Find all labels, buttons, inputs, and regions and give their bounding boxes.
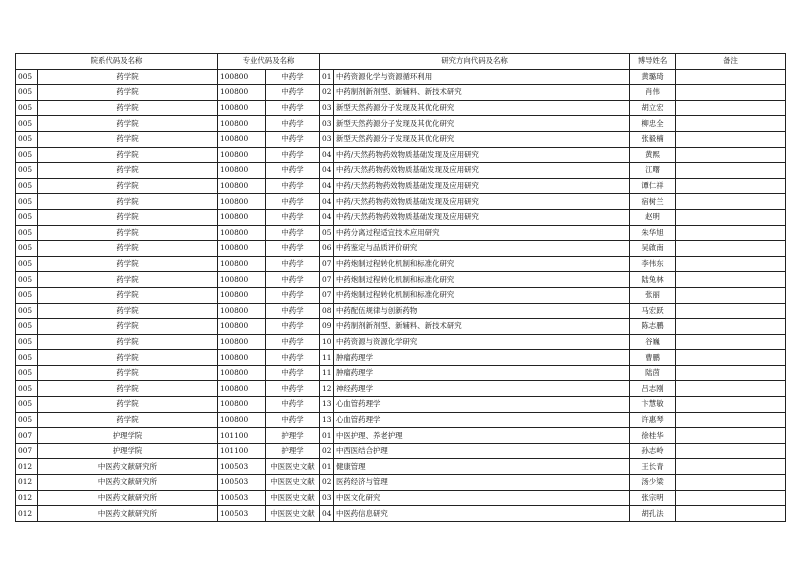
dept-code-cell: 005 — [16, 131, 38, 147]
dept-code-cell: 005 — [16, 194, 38, 210]
direction-name-cell: 中药制剂新剂型、新辅料、新技术研究 — [334, 319, 630, 335]
table-row — [16, 459, 786, 475]
dept-name-cell: 药学院 — [38, 397, 218, 413]
dept-name-cell: 药学院 — [38, 163, 218, 179]
dept-code-cell: 005 — [16, 178, 38, 194]
dept-name-cell: 药学院 — [38, 412, 218, 428]
major-code-cell: 100800 — [218, 241, 266, 257]
dept-name-cell: 药学院 — [38, 147, 218, 163]
remark-cell — [676, 381, 786, 397]
dept-name-cell: 药学院 — [38, 287, 218, 303]
direction-code-cell: 02 — [320, 85, 334, 101]
dept-code-cell: 005 — [16, 100, 38, 116]
remark-cell — [676, 131, 786, 147]
supervisor-cell: 许惠琴 — [630, 412, 676, 428]
major-code-cell: 101100 — [218, 443, 266, 459]
header-dept: 院系代码及名称 — [16, 54, 218, 70]
major-code-cell: 100800 — [218, 397, 266, 413]
remark-cell — [676, 85, 786, 101]
supervisor-cell: 柳忠全 — [630, 116, 676, 132]
remark-cell — [676, 443, 786, 459]
table-row — [16, 443, 786, 459]
supervisor-cell: 谷巍 — [630, 334, 676, 350]
major-name-cell: 中医医史文献 — [266, 506, 320, 522]
direction-code-cell: 04 — [320, 178, 334, 194]
remark-cell — [676, 287, 786, 303]
dept-code-cell: 007 — [16, 443, 38, 459]
dept-code-cell: 005 — [16, 241, 38, 257]
dept-name-cell: 药学院 — [38, 381, 218, 397]
major-code-cell: 100800 — [218, 178, 266, 194]
dept-code-cell: 007 — [16, 428, 38, 444]
direction-code-cell: 03 — [320, 131, 334, 147]
direction-name-cell: 中药/天然药物药效物质基础发现及应用研究 — [334, 209, 630, 225]
dept-code-cell: 005 — [16, 209, 38, 225]
major-code-cell: 100800 — [218, 287, 266, 303]
direction-code-cell: 13 — [320, 412, 334, 428]
table-row — [16, 490, 786, 506]
dept-code-cell: 012 — [16, 459, 38, 475]
direction-name-cell: 中西医结合护理 — [334, 443, 630, 459]
direction-name-cell: 肿瘤药理学 — [334, 350, 630, 366]
remark-cell — [676, 412, 786, 428]
major-name-cell: 中药学 — [266, 397, 320, 413]
remark-cell — [676, 475, 786, 491]
direction-name-cell: 中药鉴定与品质评价研究 — [334, 241, 630, 257]
table-row — [16, 303, 786, 319]
dept-name-cell: 药学院 — [38, 365, 218, 381]
dept-name-cell: 药学院 — [38, 303, 218, 319]
dept-code-cell: 005 — [16, 334, 38, 350]
direction-name-cell: 肿瘤药理学 — [334, 365, 630, 381]
dept-name-cell: 药学院 — [38, 241, 218, 257]
major-code-cell: 100800 — [218, 209, 266, 225]
major-name-cell: 中药学 — [266, 147, 320, 163]
dept-name-cell: 护理学院 — [38, 428, 218, 444]
direction-code-cell: 05 — [320, 225, 334, 241]
remark-cell — [676, 397, 786, 413]
direction-code-cell: 11 — [320, 350, 334, 366]
dept-name-cell: 中医药文献研究所 — [38, 490, 218, 506]
major-name-cell: 中药学 — [266, 319, 320, 335]
direction-code-cell: 09 — [320, 319, 334, 335]
table-row — [16, 350, 786, 366]
major-name-cell: 中药学 — [266, 131, 320, 147]
major-name-cell: 中药学 — [266, 350, 320, 366]
dept-code-cell: 005 — [16, 350, 38, 366]
supervisor-cell: 王长青 — [630, 459, 676, 475]
major-code-cell: 100800 — [218, 412, 266, 428]
table-row — [16, 365, 786, 381]
direction-code-cell: 01 — [320, 428, 334, 444]
direction-name-cell: 心血管药理学 — [334, 412, 630, 428]
table-row — [16, 506, 786, 522]
direction-code-cell: 04 — [320, 209, 334, 225]
direction-name-cell: 医药经济与管理 — [334, 475, 630, 491]
table-row — [16, 209, 786, 225]
supervisor-cell: 谭仁祥 — [630, 178, 676, 194]
major-name-cell: 中药学 — [266, 241, 320, 257]
dept-code-cell: 005 — [16, 69, 38, 85]
direction-code-cell: 07 — [320, 256, 334, 272]
direction-name-cell: 新型天然药源分子发现及其优化研究 — [334, 100, 630, 116]
major-code-cell: 100800 — [218, 381, 266, 397]
major-name-cell: 中药学 — [266, 334, 320, 350]
direction-name-cell: 中药/天然药物药效物质基础发现及应用研究 — [334, 178, 630, 194]
direction-name-cell: 中药炮制过程转化机制和标准化研究 — [334, 272, 630, 288]
dept-name-cell: 药学院 — [38, 100, 218, 116]
direction-name-cell: 中医护理、养老护理 — [334, 428, 630, 444]
direction-name-cell: 中药/天然药物药效物质基础发现及应用研究 — [334, 163, 630, 179]
major-name-cell: 中药学 — [266, 381, 320, 397]
remark-cell — [676, 69, 786, 85]
major-code-cell: 100800 — [218, 147, 266, 163]
direction-code-cell: 06 — [320, 241, 334, 257]
dept-code-cell: 005 — [16, 272, 38, 288]
supervisor-cell: 孙志岭 — [630, 443, 676, 459]
direction-name-cell: 中药资源化学与资源循环利用 — [334, 69, 630, 85]
header-supervisor: 博导姓名 — [630, 54, 676, 70]
direction-code-cell: 10 — [320, 334, 334, 350]
dept-name-cell: 中医药文献研究所 — [38, 475, 218, 491]
supervisor-cell: 李伟东 — [630, 256, 676, 272]
major-name-cell: 中药学 — [266, 85, 320, 101]
major-name-cell: 中药学 — [266, 178, 320, 194]
table-row — [16, 116, 786, 132]
major-code-cell: 100800 — [218, 365, 266, 381]
direction-name-cell: 新型天然药源分子发现及其优化研究 — [334, 131, 630, 147]
major-name-cell: 中药学 — [266, 100, 320, 116]
remark-cell — [676, 209, 786, 225]
table-row — [16, 194, 786, 210]
direction-name-cell: 新型天然药源分子发现及其优化研究 — [334, 116, 630, 132]
supervisor-cell: 曹鹏 — [630, 350, 676, 366]
supervisor-cell: 徐桂华 — [630, 428, 676, 444]
header-direction: 研究方向代码及名称 — [320, 54, 630, 70]
supervisor-cell: 陆兔林 — [630, 272, 676, 288]
direction-name-cell: 神经药理学 — [334, 381, 630, 397]
table-row — [16, 163, 786, 179]
direction-name-cell: 中药/天然药物药效物质基础发现及应用研究 — [334, 147, 630, 163]
direction-code-cell: 04 — [320, 147, 334, 163]
dept-name-cell: 药学院 — [38, 350, 218, 366]
dept-code-cell: 005 — [16, 303, 38, 319]
major-code-cell: 100800 — [218, 116, 266, 132]
dept-code-cell: 005 — [16, 319, 38, 335]
remark-cell — [676, 163, 786, 179]
dept-code-cell: 005 — [16, 397, 38, 413]
dept-name-cell: 药学院 — [38, 225, 218, 241]
remark-cell — [676, 428, 786, 444]
major-name-cell: 中药学 — [266, 194, 320, 210]
direction-code-cell: 08 — [320, 303, 334, 319]
supervisor-cell: 朱华旭 — [630, 225, 676, 241]
supervisor-cell: 胡立宏 — [630, 100, 676, 116]
supervisor-cell: 陈志鹏 — [630, 319, 676, 335]
table-row — [16, 69, 786, 85]
direction-code-cell: 13 — [320, 397, 334, 413]
dept-code-cell: 005 — [16, 365, 38, 381]
table-row — [16, 131, 786, 147]
dept-name-cell: 药学院 — [38, 69, 218, 85]
direction-name-cell: 中医文化研究 — [334, 490, 630, 506]
remark-cell — [676, 459, 786, 475]
supervisor-cell: 张毅楠 — [630, 131, 676, 147]
major-name-cell: 护理学 — [266, 428, 320, 444]
major-name-cell: 中药学 — [266, 412, 320, 428]
header-remark: 备注 — [676, 54, 786, 70]
direction-code-cell: 07 — [320, 287, 334, 303]
table-row — [16, 319, 786, 335]
dept-code-cell: 005 — [16, 256, 38, 272]
major-code-cell: 100503 — [218, 475, 266, 491]
major-name-cell: 中医医史文献 — [266, 459, 320, 475]
dept-name-cell: 药学院 — [38, 209, 218, 225]
dept-name-cell: 中医药文献研究所 — [38, 459, 218, 475]
major-name-cell: 中药学 — [266, 69, 320, 85]
major-name-cell: 护理学 — [266, 443, 320, 459]
remark-cell — [676, 365, 786, 381]
dept-name-cell: 药学院 — [38, 178, 218, 194]
direction-name-cell: 中药炮制过程转化机制和标准化研究 — [334, 287, 630, 303]
table-row — [16, 241, 786, 257]
major-code-cell: 100800 — [218, 256, 266, 272]
major-name-cell: 中药学 — [266, 256, 320, 272]
direction-code-cell: 04 — [320, 194, 334, 210]
supervisor-cell: 马宏跃 — [630, 303, 676, 319]
direction-code-cell: 07 — [320, 272, 334, 288]
supervisor-cell: 黄熙 — [630, 147, 676, 163]
supervisor-cell: 吕志刚 — [630, 381, 676, 397]
major-code-cell: 100503 — [218, 490, 266, 506]
direction-name-cell: 中药制剂新剂型、新辅料、新技术研究 — [334, 85, 630, 101]
header-major: 专业代码及名称 — [218, 54, 320, 70]
supervisor-cell: 卞慧敏 — [630, 397, 676, 413]
major-name-cell: 中药学 — [266, 303, 320, 319]
major-name-cell: 中医医史文献 — [266, 490, 320, 506]
doctoral-supervisor-table — [15, 53, 786, 522]
supervisor-cell: 赵明 — [630, 209, 676, 225]
direction-code-cell: 01 — [320, 69, 334, 85]
major-code-cell: 100503 — [218, 506, 266, 522]
dept-code-cell: 012 — [16, 475, 38, 491]
dept-code-cell: 005 — [16, 225, 38, 241]
remark-cell — [676, 319, 786, 335]
direction-name-cell: 中药资源与资源化学研究 — [334, 334, 630, 350]
direction-code-cell: 03 — [320, 100, 334, 116]
direction-name-cell: 中药配伍规律与创新药物 — [334, 303, 630, 319]
supervisor-cell: 张丽 — [630, 287, 676, 303]
dept-name-cell: 药学院 — [38, 334, 218, 350]
table-row — [16, 428, 786, 444]
supervisor-cell: 肖伟 — [630, 85, 676, 101]
supervisor-cell: 黄璐琦 — [630, 69, 676, 85]
table-row — [16, 225, 786, 241]
table-row — [16, 381, 786, 397]
major-code-cell: 100800 — [218, 69, 266, 85]
major-name-cell: 中医医史文献 — [266, 475, 320, 491]
dept-code-cell: 005 — [16, 412, 38, 428]
direction-name-cell: 中药炮制过程转化机制和标准化研究 — [334, 256, 630, 272]
dept-name-cell: 中医药文献研究所 — [38, 506, 218, 522]
supervisor-cell: 江曙 — [630, 163, 676, 179]
direction-code-cell: 04 — [320, 506, 334, 522]
major-name-cell: 中药学 — [266, 225, 320, 241]
major-code-cell: 100800 — [218, 350, 266, 366]
major-code-cell: 100800 — [218, 272, 266, 288]
direction-code-cell: 04 — [320, 163, 334, 179]
supervisor-cell: 汤少梁 — [630, 475, 676, 491]
supervisor-cell: 宿树兰 — [630, 194, 676, 210]
dept-code-cell: 005 — [16, 163, 38, 179]
remark-cell — [676, 194, 786, 210]
remark-cell — [676, 350, 786, 366]
dept-name-cell: 药学院 — [38, 131, 218, 147]
direction-name-cell: 心血管药理学 — [334, 397, 630, 413]
direction-name-cell: 中药分离过程适宜技术应用研究 — [334, 225, 630, 241]
remark-cell — [676, 256, 786, 272]
major-code-cell: 100800 — [218, 85, 266, 101]
dept-code-cell: 012 — [16, 490, 38, 506]
table-row — [16, 397, 786, 413]
direction-name-cell: 健康管理 — [334, 459, 630, 475]
supervisor-cell: 陆茵 — [630, 365, 676, 381]
dept-code-cell: 005 — [16, 381, 38, 397]
major-code-cell: 100800 — [218, 303, 266, 319]
major-name-cell: 中药学 — [266, 365, 320, 381]
direction-code-cell: 02 — [320, 443, 334, 459]
remark-cell — [676, 147, 786, 163]
table-row — [16, 100, 786, 116]
direction-code-cell: 03 — [320, 116, 334, 132]
major-name-cell: 中药学 — [266, 163, 320, 179]
remark-cell — [676, 116, 786, 132]
table-row — [16, 334, 786, 350]
table-row — [16, 272, 786, 288]
table-row — [16, 475, 786, 491]
table-row — [16, 256, 786, 272]
direction-code-cell: 01 — [320, 459, 334, 475]
major-code-cell: 100800 — [218, 100, 266, 116]
major-name-cell: 中药学 — [266, 209, 320, 225]
dept-name-cell: 药学院 — [38, 194, 218, 210]
major-code-cell: 100800 — [218, 334, 266, 350]
remark-cell — [676, 100, 786, 116]
remark-cell — [676, 490, 786, 506]
table-row — [16, 147, 786, 163]
remark-cell — [676, 272, 786, 288]
supervisor-cell: 张宗明 — [630, 490, 676, 506]
direction-code-cell: 11 — [320, 365, 334, 381]
remark-cell — [676, 303, 786, 319]
major-code-cell: 100800 — [218, 194, 266, 210]
direction-name-cell: 中药/天然药物药效物质基础发现及应用研究 — [334, 194, 630, 210]
dept-name-cell: 药学院 — [38, 116, 218, 132]
table-row — [16, 85, 786, 101]
dept-code-cell: 012 — [16, 506, 38, 522]
major-name-cell: 中药学 — [266, 287, 320, 303]
direction-name-cell: 中医药信息研究 — [334, 506, 630, 522]
table-row — [16, 287, 786, 303]
major-code-cell: 100800 — [218, 131, 266, 147]
major-code-cell: 100800 — [218, 163, 266, 179]
remark-cell — [676, 241, 786, 257]
direction-code-cell: 03 — [320, 490, 334, 506]
major-name-cell: 中药学 — [266, 116, 320, 132]
table-row — [16, 412, 786, 428]
remark-cell — [676, 334, 786, 350]
direction-code-cell: 02 — [320, 475, 334, 491]
remark-cell — [676, 506, 786, 522]
major-name-cell: 中药学 — [266, 272, 320, 288]
major-code-cell: 101100 — [218, 428, 266, 444]
dept-name-cell: 护理学院 — [38, 443, 218, 459]
dept-code-cell: 005 — [16, 147, 38, 163]
direction-code-cell: 12 — [320, 381, 334, 397]
major-code-cell: 100800 — [218, 225, 266, 241]
major-code-cell: 100503 — [218, 459, 266, 475]
header-row — [16, 54, 786, 70]
remark-cell — [676, 178, 786, 194]
supervisor-cell: 吴啟南 — [630, 241, 676, 257]
remark-cell — [676, 225, 786, 241]
dept-code-cell: 005 — [16, 116, 38, 132]
table-row — [16, 178, 786, 194]
dept-code-cell: 005 — [16, 287, 38, 303]
supervisor-cell: 胡孔法 — [630, 506, 676, 522]
dept-name-cell: 药学院 — [38, 256, 218, 272]
dept-name-cell: 药学院 — [38, 85, 218, 101]
dept-code-cell: 005 — [16, 85, 38, 101]
major-code-cell: 100800 — [218, 319, 266, 335]
dept-name-cell: 药学院 — [38, 319, 218, 335]
dept-name-cell: 药学院 — [38, 272, 218, 288]
